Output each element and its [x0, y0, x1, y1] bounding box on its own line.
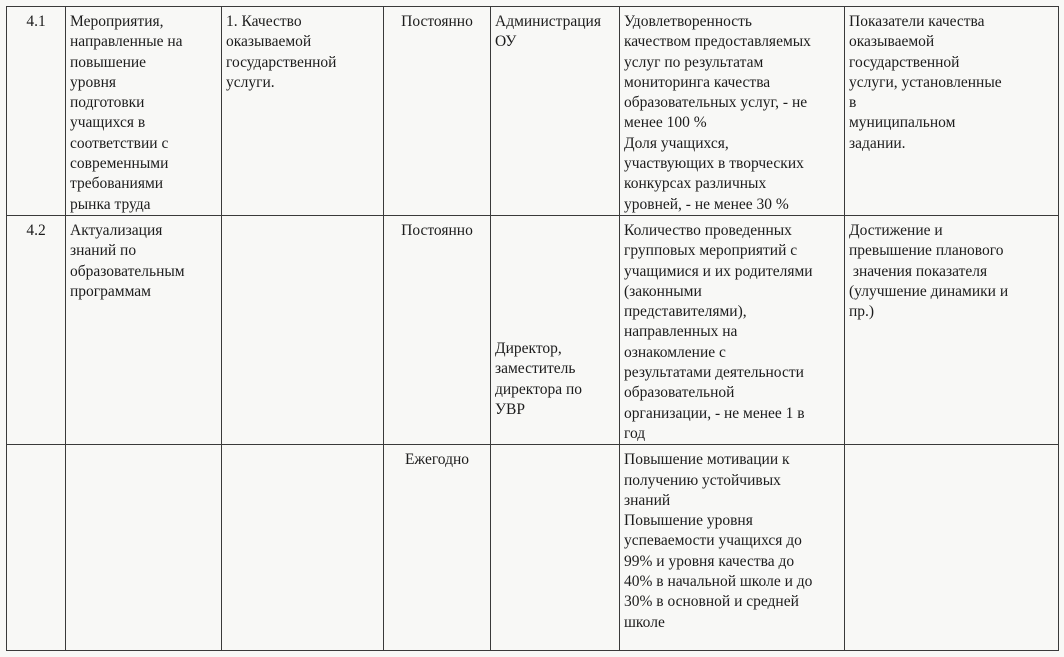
- executor-cell: Директор, заместитель директора по УВР: [491, 215, 620, 444]
- indicator-cell: Количество проведенных групповых мероприятий с учащимися и их родителями (законными представителями), направленных на ознакомление с результатами деятельности образовательной организации, - не менее 1 в год: [620, 215, 845, 444]
- period-cell: Постоянно: [384, 215, 491, 444]
- row-number: 4.2: [7, 215, 66, 444]
- service-cell: [222, 215, 384, 444]
- table-row: [7, 7, 1059, 216]
- executor-cell: [491, 445, 620, 651]
- service-cell: 1. Качество оказываемой государственной услуги.: [222, 7, 384, 216]
- event-cell: Актуализация знаний по образовательным программам: [66, 215, 222, 444]
- period-cell: Постоянно: [384, 7, 491, 216]
- event-cell: Мероприятия, направленные на повышение уровня подготовки учащихся в соответствии с современными требованиями рынка труда: [66, 7, 222, 216]
- table-row: [7, 445, 1059, 651]
- result-cell: [845, 445, 1059, 651]
- executor-cell: Администрация ОУ: [491, 7, 620, 216]
- event-cell: [66, 445, 222, 651]
- service-cell: [222, 445, 384, 651]
- result-cell: Достижение и превышение планового значения показателя (улучшение динамики и пр.): [845, 215, 1059, 444]
- result-cell: Показатели качества оказываемой государственной услуги, установленные в муниципальном задании.: [845, 7, 1059, 216]
- indicator-cell: Повышение мотивации к получению устойчивых знаний Повышение уровня успеваемости учащихся до 99% и уровня качества до 40% в начальной школе и до 30% в основной и средней школе: [620, 445, 845, 651]
- indicator-cell: Удовлетворенность качеством предоставляемых услуг по результатам мониторинга качества образовательных услуг, - не менее 100 % Доля учащихся, участвующих в творческих конкурсах различных уровней, - не менее 30 %: [620, 7, 845, 216]
- row-number: [7, 445, 66, 651]
- period-cell: Ежегодно: [384, 445, 491, 651]
- table-row: [7, 215, 1059, 444]
- row-number: 4.1: [7, 7, 66, 216]
- plan-table: [6, 6, 1059, 651]
